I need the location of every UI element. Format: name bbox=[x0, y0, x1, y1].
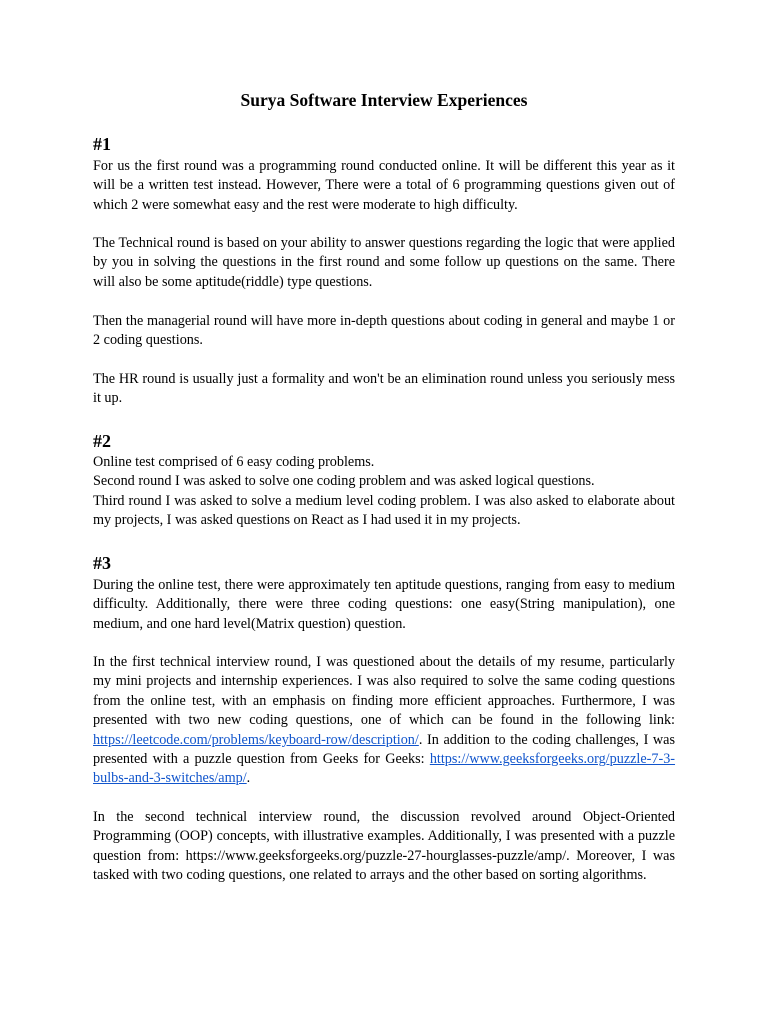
section-2-line-2: Second round I was asked to solve one coding problem and was asked logical questions. bbox=[93, 473, 595, 489]
section-1-paragraph-3: Then the managerial round will have more in-depth questions about coding in general and maybe 1 or 2 coding questions. bbox=[93, 313, 675, 349]
section-heading-2: #2 bbox=[93, 431, 111, 451]
section-3-paragraph-1: During the online test, there were approximately ten aptitude questions, ranging from easy to medium difficulty. Additionally, there were three coding questions: one easy(String manipulation), one medium, and one hard level(Matrix question) question. bbox=[93, 577, 675, 632]
section-3-paragraph-2 bbox=[93, 653, 675, 789]
section-3-paragraph-2-text: In the first technical interview round, I was questioned about the details of my resume, particularly my mini projects and internship experiences. I was also required to solve the same coding questions from the online test, with an emphasis on finding more efficient approaches. Furthermore, I was presented with two new coding questions, one of which can be found in the following link: bbox=[93, 654, 675, 729]
section-3-paragraph-2-end: . bbox=[246, 770, 251, 787]
section-1-paragraph-1: For us the first round was a programming round conducted online. It will be different this year as it will be a written test instead. However, There were a total of 6 programming questions given out of which 2 were somewhat easy and the rest were moderate to high difficulty. bbox=[93, 158, 675, 213]
section-2-line-1: Online test comprised of 6 easy coding problems. bbox=[93, 454, 375, 470]
geeksforgeeks-link[interactable]: https://www.geeksforgeeks.org/puzzle-7-3-bulbs-and-3-switches/amp/ bbox=[93, 751, 676, 787]
section-1-paragraph-2: The Technical round is based on your ability to answer questions regarding the logic that were applied by you in solving the questions in the first round and some follow up questions on the same. There will also be some aptitude(riddle) type questions. bbox=[93, 235, 675, 290]
section-3-paragraph-2-continued: . In addition to the coding challenges, I was presented with a puzzle question from Geeks for Geeks: bbox=[93, 731, 675, 768]
section-3-paragraph-3: In the second technical interview round, the discussion revolved around Object-Oriented Programming (OOP) concepts, with illustrative examples. Additionally, I was presented with a puzzle question from: https://www.geeksforgeeks.org/puzzle-27-hourglasses-puzzle/amp/. Moreover, I was tasked with two coding questions, one related to arrays and the other based on sorting algorithms. bbox=[93, 809, 675, 884]
section-2-line-3: Third round I was asked to solve a medium level coding problem. I was also asked to elaborate about my projects, I was asked questions on React as I had used it in my projects. bbox=[93, 493, 675, 529]
section-heading-3: #3 bbox=[93, 553, 111, 573]
leetcode-link[interactable]: https://leetcode.com/problems/keyboard-row/description/ bbox=[93, 731, 419, 748]
section-1-paragraph-4: The HR round is usually just a formality and won't be an elimination round unless you seriously mess it up. bbox=[93, 371, 675, 407]
document-title: Surya Software Interview Experiences bbox=[240, 90, 528, 110]
section-heading-1: #1 bbox=[93, 134, 111, 154]
